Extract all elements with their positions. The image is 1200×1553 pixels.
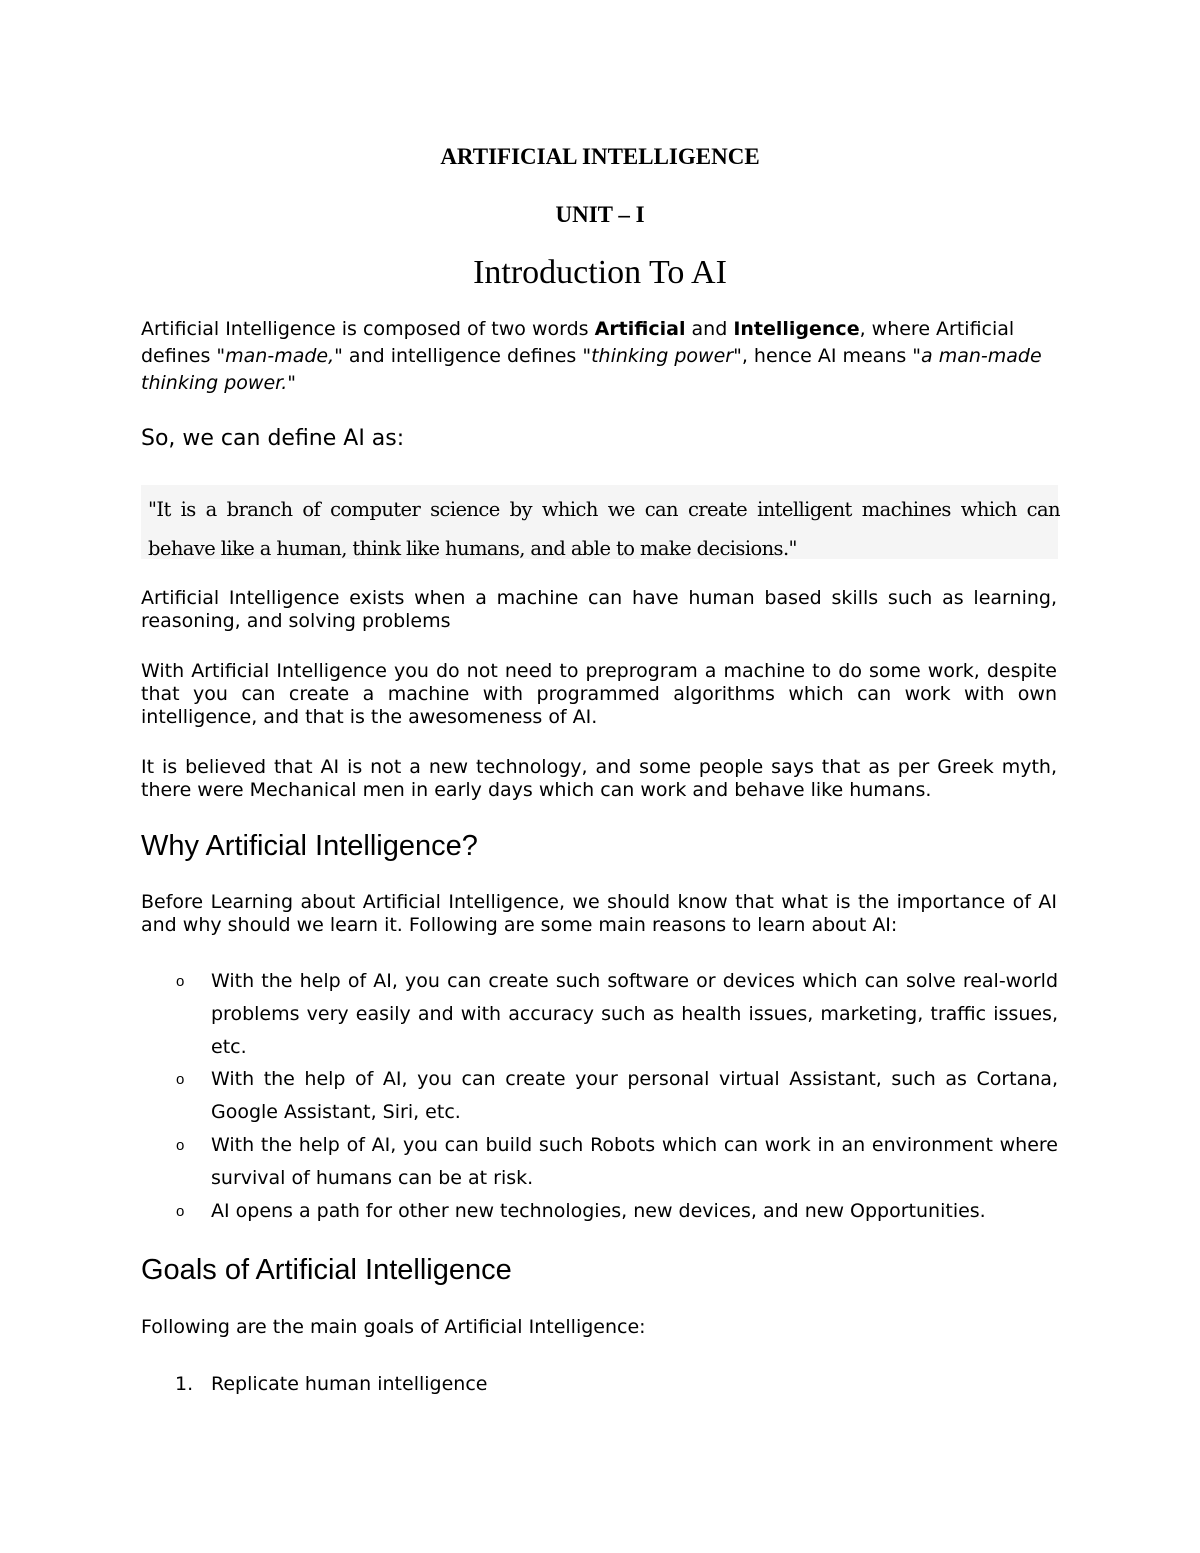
goals-heading: Goals of Artificial Intelligence bbox=[141, 1254, 512, 1286]
define-heading: So, we can define AI as: bbox=[141, 426, 405, 451]
intro-bold-intelligence: Intelligence bbox=[733, 318, 860, 340]
why-ai-heading: Why Artificial Intelligence? bbox=[141, 830, 478, 862]
intro-text-1: Artificial Intelligence is composed of two words bbox=[141, 318, 595, 340]
intro-text-6: " bbox=[287, 372, 297, 394]
bullet-text: With the help of AI, you can build such Robots which can work in an environment where survival of humans can be at risk. bbox=[211, 1134, 1058, 1189]
bullet-marker: o bbox=[176, 1203, 185, 1220]
bullet-marker: o bbox=[176, 973, 185, 990]
bullet-marker: o bbox=[176, 1137, 185, 1154]
intro-paragraph bbox=[141, 316, 1057, 397]
intro-text-2: and bbox=[685, 318, 734, 340]
paragraph-skills: Artificial Intelligence exists when a machine can have human based skills such as learning, reasoning, and solving problems bbox=[141, 587, 1057, 632]
intro-italic-thinking-power: thinking power bbox=[591, 345, 734, 367]
intro-text-5: ", hence AI means " bbox=[733, 345, 922, 367]
bullet-marker: o bbox=[176, 1071, 185, 1088]
goal-item bbox=[175, 1373, 487, 1396]
goals-intro: Following are the main goals of Artificial Intelligence: bbox=[141, 1316, 646, 1338]
bullet-text: AI opens a path for other new technologies, new devices, and new Opportunities. bbox=[211, 1200, 986, 1222]
definition-quote: "It is a branch of computer science by which we can create intelligent machines which can behave like a human, think like humans, and able to make decisions." bbox=[148, 498, 1060, 560]
goal-text: Replicate human intelligence bbox=[211, 1373, 488, 1395]
paragraph-greek-myth: It is believed that AI is not a new technology, and some people says that as per Greek myth, there were Mechanical men in early days which can work and behave like humans. bbox=[141, 756, 1057, 801]
goal-number: 1. bbox=[175, 1373, 194, 1395]
intro-italic-man-made: man-made, bbox=[225, 345, 335, 367]
intro-text-4: " and intelligence defines " bbox=[334, 345, 592, 367]
bullet-text: With the help of AI, you can create your personal virtual Assistant, such as Cortana, Google Assistant, Siri, etc. bbox=[211, 1068, 1058, 1123]
intro-title: Introduction To AI bbox=[473, 254, 727, 291]
intro-text-3: , where Artificial defines " bbox=[141, 318, 1015, 367]
intro-bold-artificial: Artificial bbox=[594, 318, 686, 340]
intro-italic-ai-means: a man-made thinking power. bbox=[141, 345, 1042, 394]
document-title: ARTIFICIAL INTELLIGENCE bbox=[440, 144, 760, 169]
unit-label: UNIT – I bbox=[555, 202, 645, 227]
why-ai-intro: Before Learning about Artificial Intelligence, we should know that what is the importance of AI and why should we learn it. Following are some main reasons to learn about AI: bbox=[141, 891, 1057, 936]
paragraph-preprogram: With Artificial Intelligence you do not need to preprogram a machine to do some work, despite that you can create a machine with programmed algorithms which can work with own intelligence, and that is the awesomeness of AI. bbox=[141, 660, 1057, 728]
bullet-text: With the help of AI, you can create such software or devices which can solve real-world problems very easily and with accuracy such as health issues, marketing, traffic issues, etc. bbox=[211, 970, 1058, 1058]
